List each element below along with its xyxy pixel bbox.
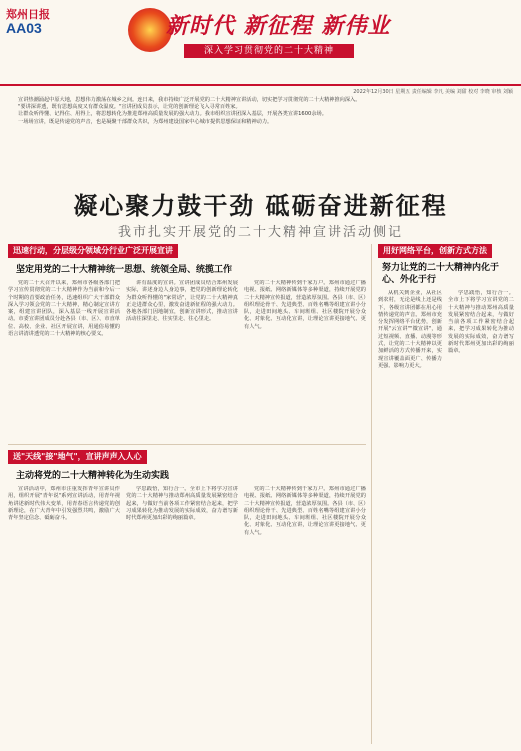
story-title-1: 坚定用党的二十大精神统一思想、统领全局、统揽工作 (16, 265, 233, 275)
body-paragraph: 宣讲活动中，郑州市注重发挥青年宣讲员作用，组织开展"青年说"系列宣讲活动，用青年视角讲述新时代伟大变革，用青春语言传递党的创新理论，在广大青年中引发强烈共鸣，激励广大青年坚定信念、砥砺奋斗。 (8, 486, 120, 522)
lead-paragraphs (8, 97, 513, 126)
lead-paragraph: 一场场宣讲，既是传递党的声音，也是凝聚干部群众共识，为郑州建设国家中心城市提供思想保证和精神动力。 (18, 118, 273, 125)
lead-paragraph: 宣讲热潮涌起中原大地，思想伟力激荡在城乡之间。连日来，我市持续广泛开展党的二十大精神宣讲活动，切实把学习贯彻党的二十大精神推向深入。 (18, 97, 361, 103)
body-column-4b (448, 290, 514, 744)
column-divider (371, 244, 372, 744)
body-paragraph: 学思践悟，知行合一。全市上下将学习宣讲党的二十大精神与推动郑州高质量发展紧密结合起来，与做好当前各项工作紧密结合起来，把学习成果转化为推动发展的实际成效，奋力谱写新时代郑州更加出彩的绚丽篇章。 (448, 290, 514, 355)
body-paragraph: 党的二十大召开以来，郑州市各级各部门把学习宣传贯彻党的二十大精神作为当前和今后一个时期的首要政治任务，迅速组织广大干部群众深入学习领会党的二十大精神，精心制定宣讲方案，组建宣讲团队，深入基层一线开展宣讲活动。市委宣讲团成员分赴各县（市、区）、市直单位、高校、企业、社区开展宣讲，用通俗易懂的语言讲清讲透党的二十大精神的核心要义。 (8, 280, 120, 338)
masthead-rule (0, 84, 521, 86)
paper-logo: 郑州日报 (6, 8, 50, 21)
body-column-5 (8, 486, 120, 744)
dateline: 2022年12月30日 星期五 责任编辑 李凡 美编 刘甜 校对 李晓 审核 刘颖 (353, 89, 513, 95)
body-column-4a (378, 290, 442, 744)
story-title-3: 努力让党的二十大精神内化于心、外化于行 (382, 263, 500, 285)
lead-paragraph: 让群众听得懂、记得住、用得上，将思想转化为推进郑州高质量发展的强大动力。我市组织宣讲团深入基层，开展各类宣讲1600余场。 (18, 111, 327, 118)
masthead-sub-banner: 深入学习贯彻党的二十大精神 (184, 44, 354, 58)
masthead-slogan: 新时代 新征程 新伟业 (166, 13, 391, 39)
body-paragraph: 学思践悟，知行合一。全市上下将学习宣讲党的二十大精神与推动郑州高质量发展紧密结合起来，与做好当前各项工作紧密结合起来，把学习成果转化为推动发展的实际成效，奋力谱写新时代郑州更加出彩的绚丽篇章。 (126, 486, 238, 522)
body-column-3 (244, 280, 366, 440)
main-headline: 凝心聚力鼓干劲 砥砺奋进新征程 (73, 191, 448, 220)
section-label-left: 迅速行动，分层级分领域分行业广泛开展宣讲 (8, 244, 178, 258)
sub-headline: 我市扎实开展党的二十大精神宣讲活动侧记 (117, 225, 403, 240)
body-paragraph: 从机关到企业，从社区到农村，无论是线上还是线下，各级宣讲团都在用心用情传递党的声音。郑州市充分发挥网络平台优势，创新开展"云宣讲""微宣讲"，通过短视频、直播、动漫等形式，让党的二十大精神以更加鲜活的方式传播开来，实现宣讲覆盖面更广、传播力更强、影响力更大。 (378, 290, 442, 369)
body-column-7 (244, 486, 366, 744)
story-title-2: 主动将党的二十大精神转化为生动实践 (16, 471, 170, 481)
body-paragraph: 党的二十大精神传到千家万户。郑州市通过广播电视、报纸、网络新媒体等多种渠道，持续开展党的二十大精神宣传报道，营造浓厚氛围。各县（市、区）组织理论骨干、先进典型、百姓名嘴等组建宣讲小分队，走进田间地头、车间班组、社区楼院开展分众化、对象化、互动化宣讲，让理论宣讲更接地气、更有人气。 (244, 280, 366, 330)
page-code: AA03 (6, 20, 42, 36)
body-column-1 (8, 280, 120, 440)
section-label-right: 用好网络平台，创新方式方法 (378, 244, 492, 258)
section-label-mid: 送"天线"接"地气"，宣讲声声入人心 (8, 450, 147, 464)
body-paragraph: 讲有温度的宣讲。宣讲团成员结合郑州发展实际，讲述身边人身边事，把党的创新理论转化为群众听得懂的"家常话"，让党的二十大精神真正走进群众心里，激发奋进新征程的强大动力。各地各部门因地制宜，创新宣讲形式，推动宣讲活动往深里走、往实里走、往心里走。 (126, 280, 238, 323)
lead-paragraph: "要讲深讲透，既有思想高度又有群众温度。"宣讲团成员表示，让党的创新理论飞入寻常百姓家。 (18, 104, 241, 111)
body-column-2 (126, 280, 238, 440)
body-paragraph: 党的二十大精神传到千家万户。郑州市通过广播电视、报纸、网络新媒体等多种渠道，持续开展党的二十大精神宣传报道，营造浓厚氛围。各县（市、区）组织理论骨干、先进典型、百姓名嘴等组建宣讲小分队，走进田间地头、车间班组、社区楼院开展分众化、对象化、互动化宣讲，让理论宣讲更接地气、更有人气。 (244, 486, 366, 536)
section-divider (8, 444, 366, 445)
masthead (0, 0, 521, 82)
body-column-6 (126, 486, 238, 744)
